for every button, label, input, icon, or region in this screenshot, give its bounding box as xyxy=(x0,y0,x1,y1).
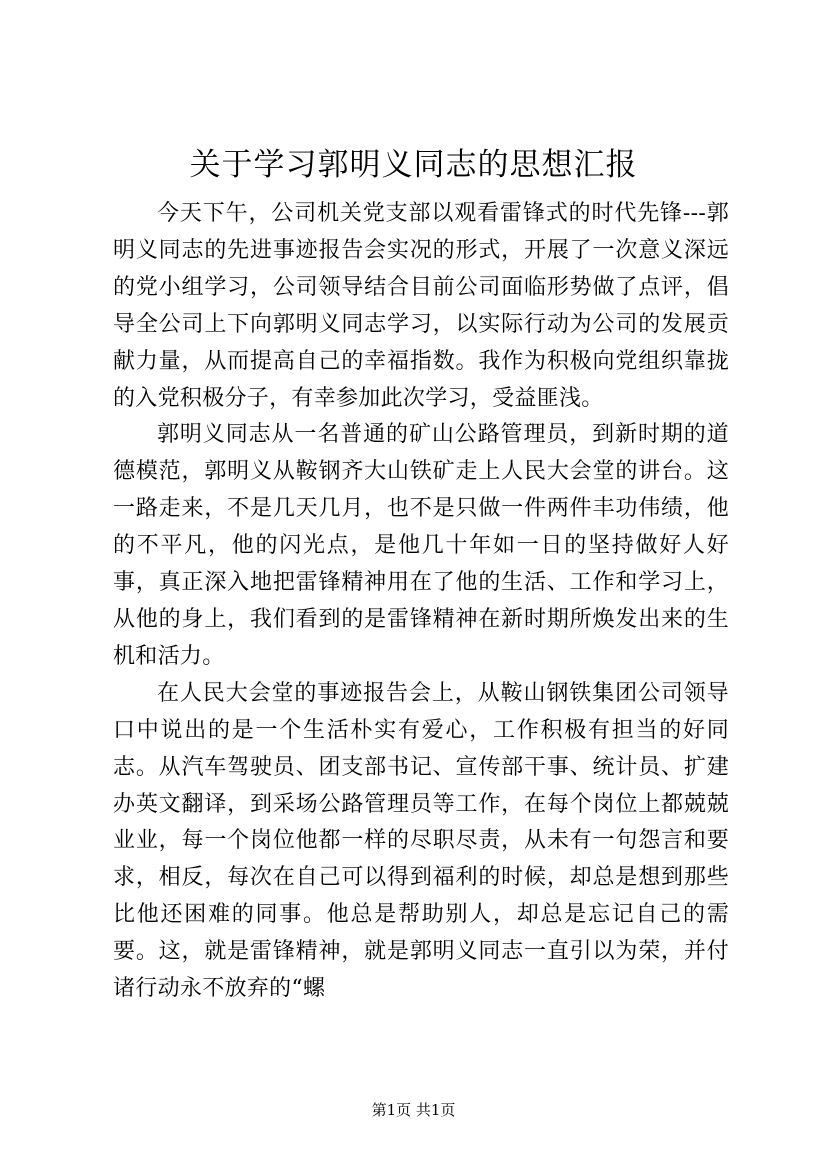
paragraph-3: 在人民大会堂的事迹报告会上，从鞍山钢铁集团公司领导口中说出的是一个生活朴实有爱心，工作积极有担当的好同志。从汽车驾驶员、团支部书记、宣传部干事、统计员、扩建办英文翻译，到采场公路管理员等工作，在每个岗位上都兢兢业业，每一个岗位他都一样的尽职尽责，从未有一句怨言和要求，相反，每次在自己可以得到福利的时候，却总是想到那些比他还困难的同事。他总是帮助别人，却总是忘记自己的需要。这，就是雷锋精神，就是郭明义同志一直引以为荣，并付诸行动永不放弃的“螺 xyxy=(113,680,729,1002)
page-footer: 第1页 共1页 xyxy=(371,1101,456,1119)
document-body xyxy=(113,196,729,1008)
document-title: 关于学习郭明义同志的思想汇报 xyxy=(189,147,638,183)
paragraph-1: 今天下午，公司机关党支部以观看雷锋式的时代先锋---郭明义同志的先进事迹报告会实况的形式，开展了一次意义深远的党小组学习，公司领导结合目前公司面临形势做了点评，倡导全公司上下向郭明义同志学习，以实际行动为公司的发展贡献力量，从而提高自己的幸福指数。我作为积极向党组织靠拢的入党积极分子，有幸参加此次学习，受益匪浅。 xyxy=(113,201,729,411)
paragraph-2: 郭明义同志从一名普通的矿山公路管理员，到新时期的道德模范，郭明义从鞍钢齐大山铁矿走上人民大会堂的讲台。这一路走来，不是几天几月，也不是只做一件两件丰功伟绩，他的不平凡，他的闪光点，是他几十年如一日的坚持做好人好事，真正深入地把雷锋精神用在了他的生活、工作和学习上，从他的身上，我们看到的是雷锋精神在新时期所焕发出来的生机和活力。 xyxy=(113,422,729,669)
